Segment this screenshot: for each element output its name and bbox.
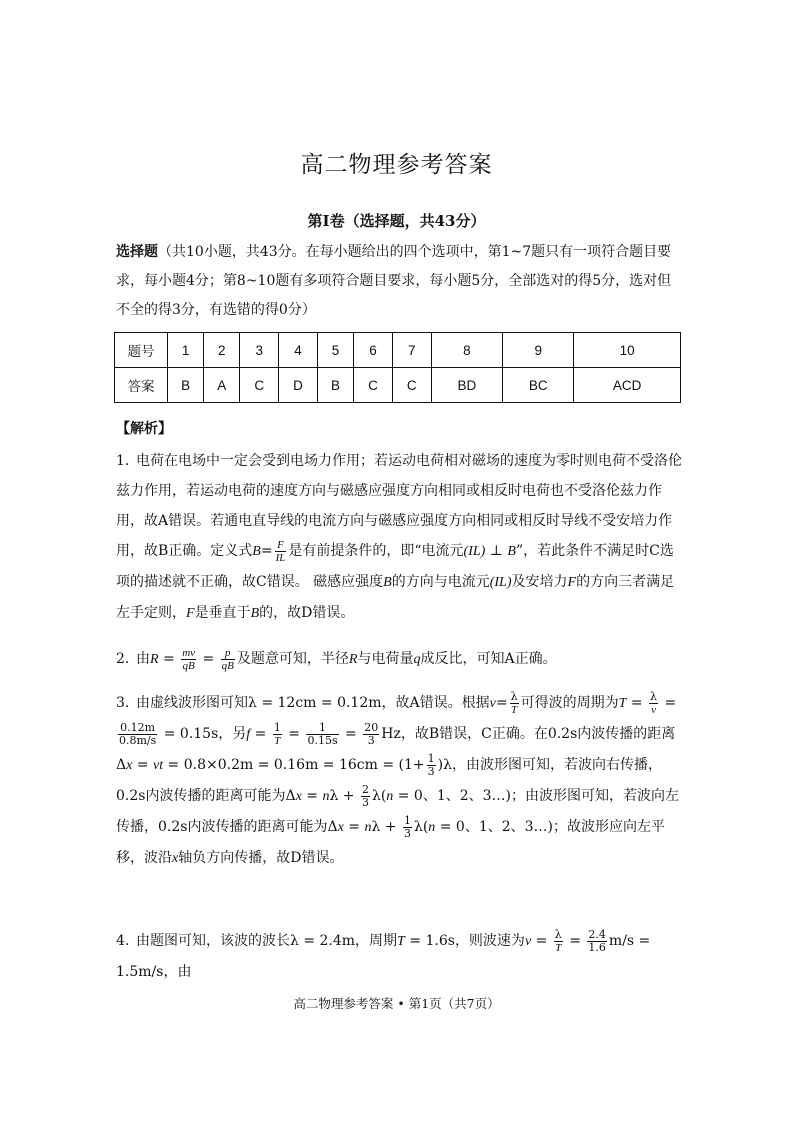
- answer-table: [114, 332, 681, 403]
- analysis-item-4: 4．由题图可知，该波的波长λ = 2.4m，周期T = 1.6s，则波速为v = $\frac{\lambda}{T}$ = $\frac{2.4}{1.6}$ m/s = 1.5m/s，由: [116, 927, 651, 980]
- page-footer: 高二物理参考答案 • 第1页（共7页）: [293, 996, 500, 1011]
- table-cell: 9: [503, 333, 574, 368]
- analysis-item-2: 2．由R = $\frac{mv}{qB}$ = $\frac{p}{qB}$ 及题意可知，半径R与电荷量q成反比，可知A正确。: [116, 646, 557, 672]
- table-row: [115, 333, 681, 368]
- table-cell: 5: [317, 333, 353, 368]
- table-cell: D: [279, 368, 318, 403]
- table-cell: C: [392, 368, 431, 403]
- table-cell: C: [354, 368, 393, 403]
- table-cell: C: [240, 368, 279, 403]
- analysis-label: 【解析】: [116, 421, 172, 437]
- analysis-item-3: 3．由虚线波形图可知λ = 12cm = 0.12m，故A错误。根据v= $\frac{\lambda}{T}$ 可得波的周期为T = $\frac{\lambda}{v}$ = $\frac{0.12m}{0.8m/s}$ = 0.15s，另f = $\frac{1}{T}$ = $\frac{1}{0.15s}$ = $\frac{20}{3}$ Hz，故B错误，C正确。在0.2s内波传播的距离Δx = vt = 0.8×0.2m = 0.16m = 16cm = (1+ $\frac{1}{3}$ )λ，由波形图可知，若波向右传播，0.2s内波传播的距离可能为Δx = nλ + $\frac{2}{3}$ λ(n = 0、1、2、3…)；由波形图可知，若波向左传播，0.2s内波传播的距离可能为Δx = nλ + $\frac{1}{3}$ λ(n = 0、1、2、3…)；故波形应向左平移，波沿x轴负方向传播，故D错误。: [116, 689, 680, 866]
- table-cell: 4: [279, 333, 318, 368]
- table-cell: BC: [503, 368, 574, 403]
- table-cell: 1: [168, 333, 204, 368]
- table-cell: 3: [240, 333, 279, 368]
- table-cell: 7: [392, 333, 431, 368]
- table-cell: A: [204, 368, 240, 403]
- table-row: [115, 368, 681, 403]
- analysis-item-1: 1．电荷在电场中一定会受到电场力作用；若运动电荷相对磁场的速度为零时则电荷不受洛伦兹力作用，若运动电荷的速度方向与磁感应强度方向相同或相反时电荷也不受洛伦兹力作用，故A错误。若通电直导线的电流方向与磁感应强度方向相同或相反时导线不受安培力作用，故B正确。定义式B= $\frac{F}{IL}$ 是有前提条件的，即“电流元(IL) ⊥ B”，若此条件不满足时C选项的描述就不正确，故C错误。 磁感应强度B的方向与电流元(IL)及安培力F的方向三者满足左手定则，F是垂直于B的，故D错误。: [116, 453, 682, 621]
- section-title: 第Ⅰ卷（选择题，共43分）: [307, 212, 486, 230]
- table-cell: ACD: [574, 368, 681, 403]
- row-head-answer: 答案: [115, 368, 168, 403]
- intro-text: （共10小题，共43分。在每小题给出的四个选项中，第1~7题只有一项符合题目要求，每小题4分；第8~10题有多项符合题目要求，每小题5分，全部选对的得5分，选对但不全的得3分，有选错的得0分）: [116, 244, 672, 318]
- table-cell: 10: [574, 333, 681, 368]
- intro-label: 选择题: [116, 244, 158, 260]
- table-cell: 6: [354, 333, 393, 368]
- table-cell: 8: [431, 333, 502, 368]
- intro-paragraph: [116, 238, 682, 325]
- table-cell: B: [317, 368, 353, 403]
- page-title: 高二物理参考答案: [300, 152, 493, 178]
- row-head-number: 题号: [115, 333, 168, 368]
- table-cell: BD: [431, 368, 502, 403]
- table-cell: B: [168, 368, 204, 403]
- table-cell: 2: [204, 333, 240, 368]
